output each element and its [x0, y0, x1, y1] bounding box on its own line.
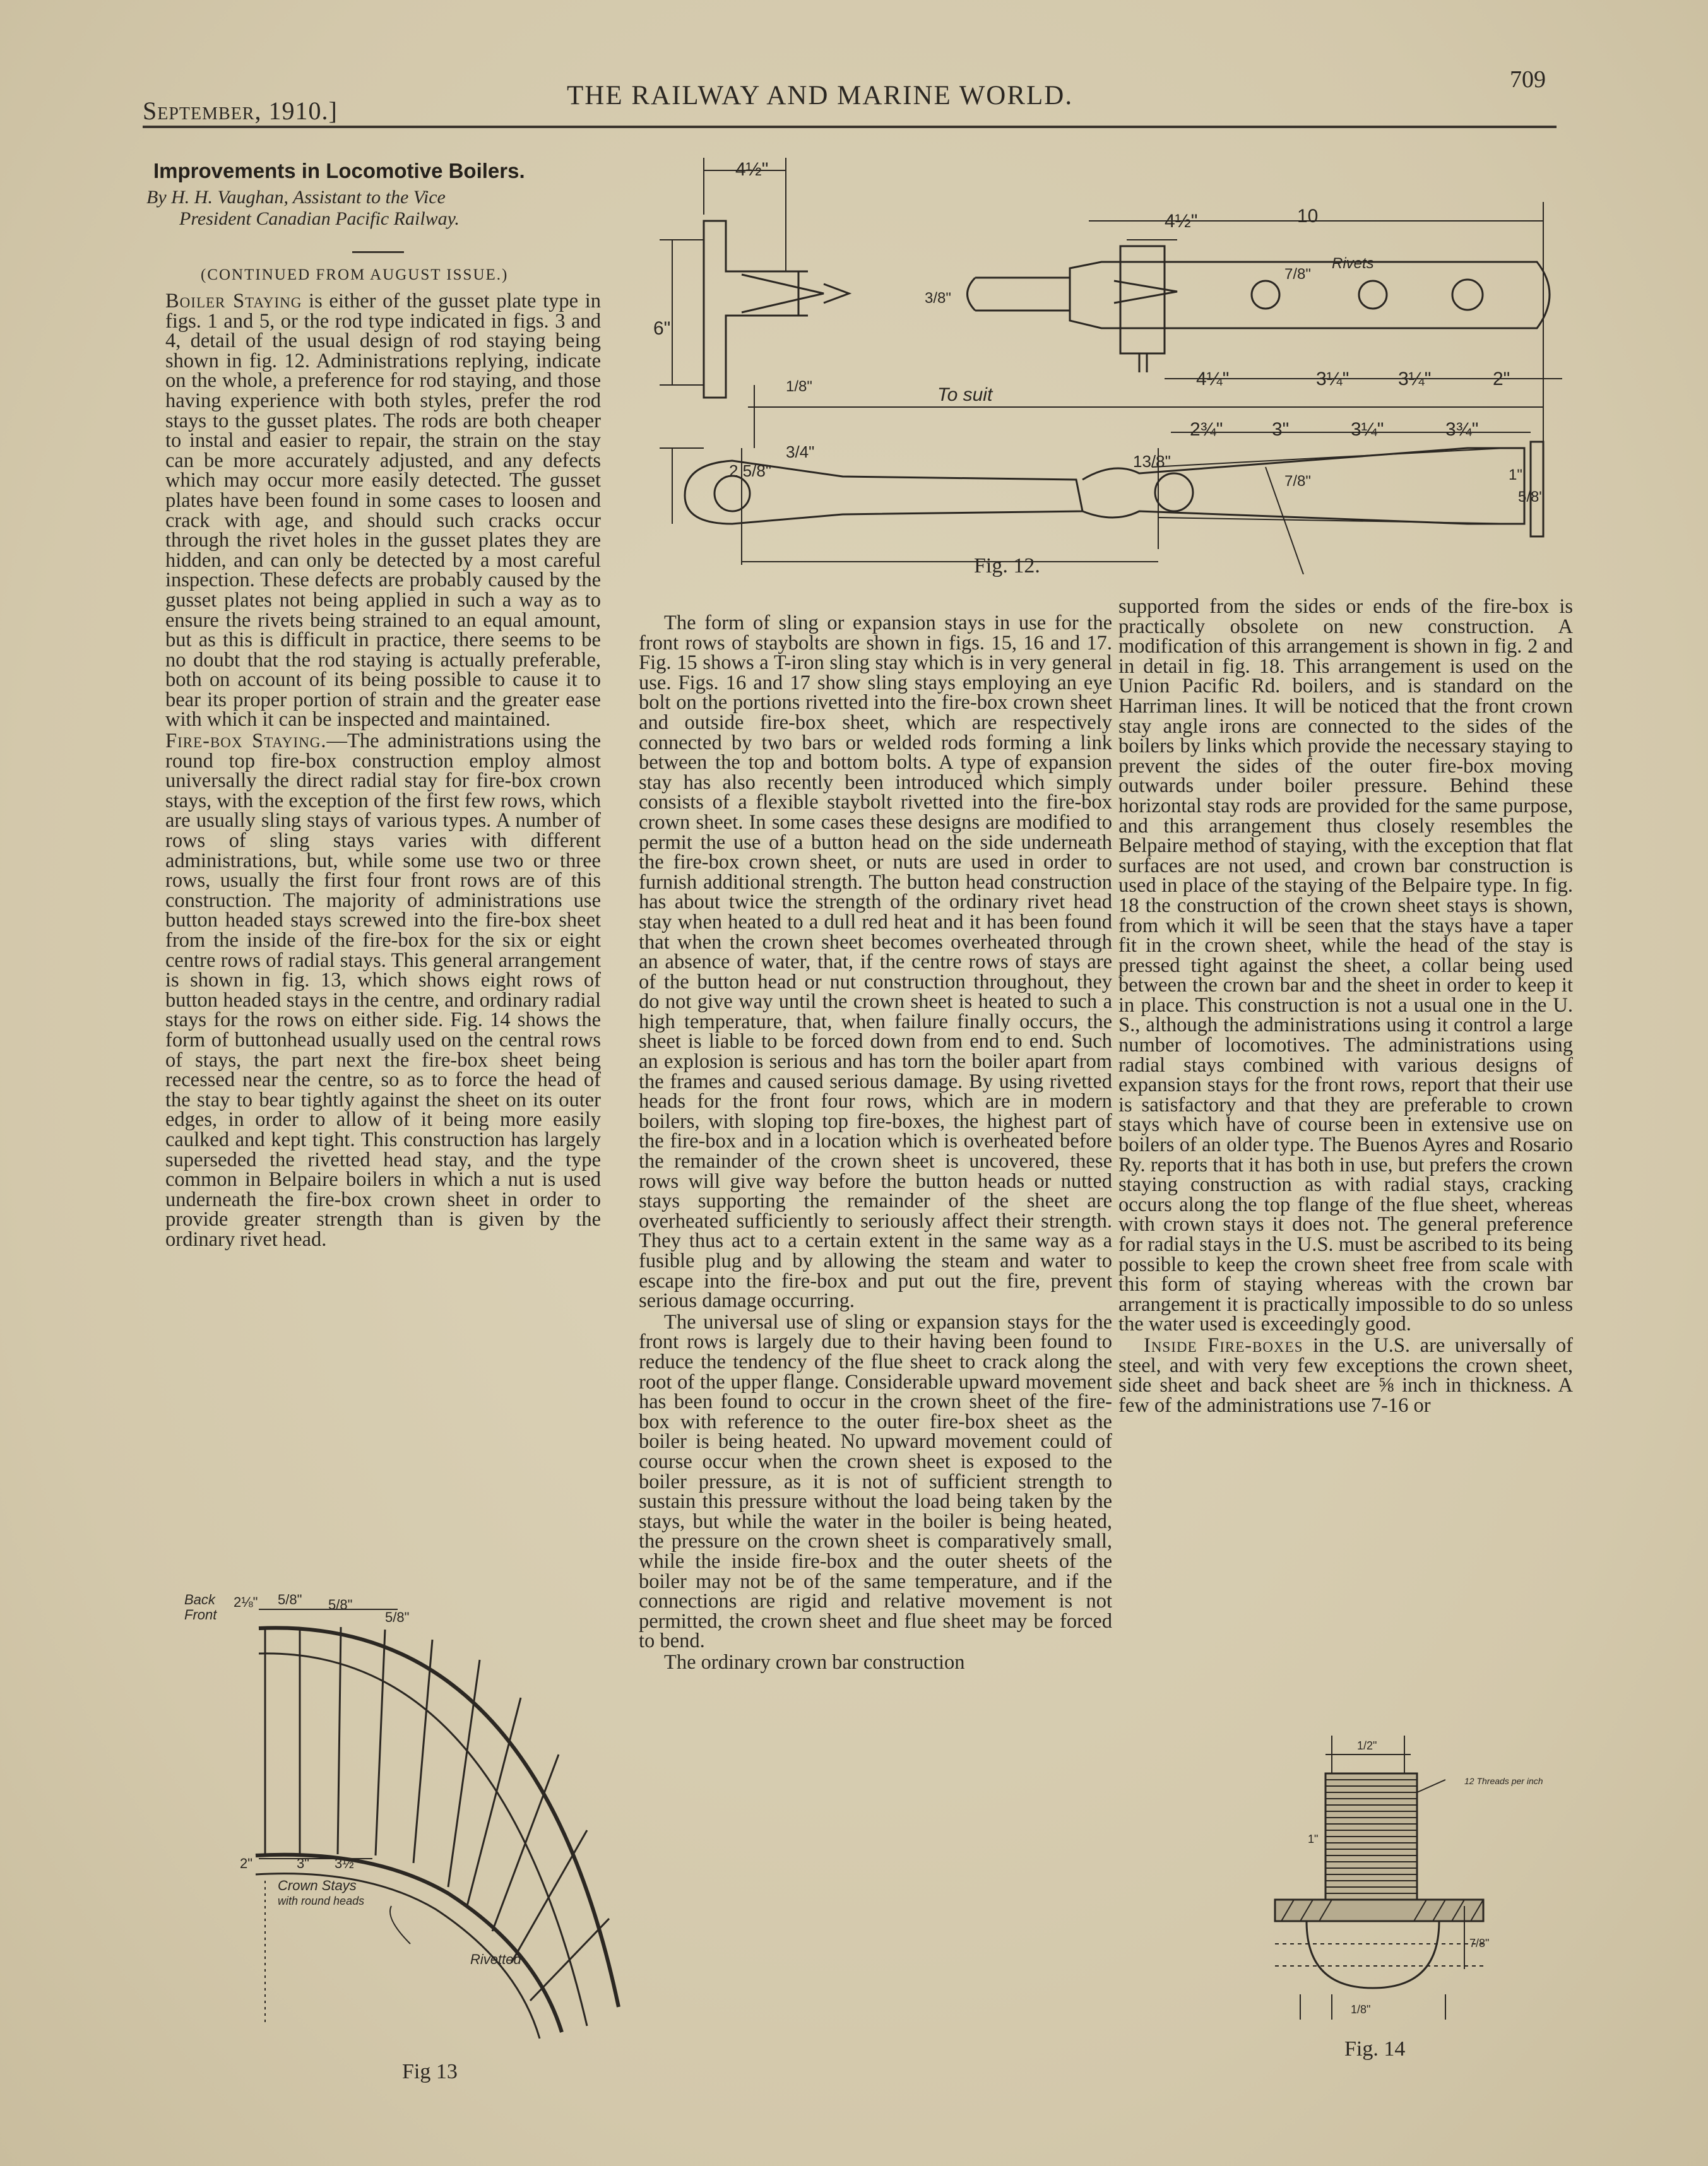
fig13-label-front: Front: [184, 1607, 217, 1623]
fig12-dim-f: 3": [1272, 419, 1290, 440]
col2-paragraph-1: The form of sling or expansion stays in use for the front rows of staybolts are shown in figs. 15, 16 and 17. Fig. 15 shows a T-iron sling stay which is in very general use. Figs. 16 and 17 show sling stays employing an eye bolt on the portions rivetted into the fire-box crown sheet and outside fire-box sheet, which are respectively connected by two bars or welded rods forming a link between the top and bottom bolts. A type of expansion stay has also recently been introduced which simply consists of a flexible staybolt rivetted into the fire-box crown sheet. In some cases these designs are modified to permit the use of a button head on the side underneath the fire-box crown sheet, or nuts are used in order to furnish additional strength. The button head construction has about twice the strength of the ordinary rivet head stay when heated to a dull red heat and it has been found that when the crown sheet becomes overheated through an absence of water, that, if the centre rows of stays are of the button head or nut construction throughout, they do not give way until the crown sheet is heated to such a high temperature, that, when failure finally occurs, the sheet is liable to be forced down from end to end. Such an explosion is serious and has torn the boiler apart from the frames and caused serious damage. By using rivetted heads for the front four rows, which are in modern boilers, with sloping top fire-boxes, the highest part of the fire-box and in a location which is overheated before the remainder of the crown sheet is uncovered, these rows will give way before the button heads or nutted stays supporting the remainder of the sheet are overheated sufficiently to seriously affect their strength. They thus act to a certain extent in the same way as a fusible plug and by allowing the steam and water to escape into the fire-box and put out the fire, prevent serious damage occurring.: [639, 613, 1112, 1313]
fig12-dim-c: 3¼": [1398, 369, 1432, 389]
fig14-dim-d: 1/8": [1351, 2003, 1371, 2016]
column-2: [639, 613, 1112, 2084]
boiler-staying-heading: Boiler Staying: [165, 292, 302, 312]
fig12-dim-six: 6": [653, 318, 671, 339]
fig13-dim-b: 5/8": [278, 1592, 302, 1607]
fig-14-diagram: [1256, 1717, 1572, 2032]
fig13-dim-c: 5/8": [328, 1597, 353, 1613]
fig-12-caption: Fig. 12.: [974, 554, 1040, 577]
fig12-dim-j: 1/8": [786, 378, 812, 395]
fig12-dim-p: 5/8": [1518, 488, 1545, 506]
fig12-dim-ten: 10: [1297, 206, 1319, 227]
boiler-staying-paragraph: [165, 292, 601, 730]
fig13-label-round-heads: with round heads: [278, 1895, 365, 1907]
fig12-dim-o: 1": [1509, 466, 1522, 483]
fig14-dim-a: 1/2": [1357, 1739, 1377, 1752]
fig12-label-rivets: Rivets: [1332, 255, 1374, 272]
fig12-dim-l: 3/4": [786, 442, 815, 461]
header-rule: [143, 126, 1557, 128]
col2-paragraph-2: The universal use of sling or expansion stays for the front rows is largely due to their having been found to reduce the tendency of the flue sheet to crack along the root of the upper flange. Considerable upward movement has been found to occur in the crown sheet of the fire-box with reference to the outer fire-box sheet as the boiler is being heated. No upward movement could of course occur when the crown sheet is exposed to the boiler pressure, as it is not of sufficient strength to sustain this pressure without the load being taken by the stays, but while the water in the boiler is being heated, the pressure on the crown sheet is comparatively small, while the inside fire-box and the outer sheets of the boiler may not be of the same temperature, and if the connections are rigid and relative movement is not permitted, the crown sheet and flue sheet may be forced to bend.: [639, 1310, 1112, 1653]
fig-13-caption: Fig 13: [402, 2060, 458, 2083]
col3-paragraph-2: [1118, 1336, 1573, 1416]
page-number: 709: [1510, 66, 1546, 93]
fig13-label-crown-stays: Crown Stays: [278, 1878, 357, 1893]
firebox-staying-text: —The administrations using the round top fire-box construction employ almost universally the direct radial stay for fire-box crown stays, with the exception of the first few rows, which are usually sling stays of various types. A number of rows of sling stays varies with different administrations, but, while some use two or three rows, usually the first four front rows are of this construction. The majority of administrations use button headed stays screwed into the fire-box sheet from the inside of the fire-box for the six or eight centre rows of radial stays. This general arrangement is shown in fig. 13, which shows eight rows of button headed stays in the centre, and ordinary radial stays for the rows on either side. Fig. 14 shows the form of buttonhead usually used on the central rows of stays, the part next the fire-box sheet being recessed near the centre, so as to force the head of the stay to bear tightly against the sheet on its outer edges, in order to allow of it being more easily caulked and kept tight. This construction has largely superseded the rivetted head stay, and the type common in Belpaire boilers in which a nut is used underneath the fire-box crown sheet in order to provide greater strength than is given by the ordinary rivet head.: [165, 730, 601, 1251]
fig13-dim-g: 3½": [335, 1855, 359, 1871]
byline-line-2: President Canadian Pacific Railway.: [179, 208, 460, 229]
fig13-dim-d: 5/8": [385, 1609, 410, 1625]
fig12-dim-d: 2": [1493, 369, 1510, 389]
fig12-dim-m: 13/8": [1133, 452, 1171, 471]
column-1: [165, 292, 601, 1566]
fig14-dim-c: 7/8": [1469, 1937, 1490, 1950]
firebox-staying-heading: Fire-box Staying.: [165, 730, 327, 753]
fig12-dim-top-mid: 4½": [1165, 211, 1198, 232]
fig12-dim-a: 4¼": [1196, 369, 1230, 389]
fig13-dim-a: 2⅛": [234, 1594, 258, 1610]
fig13-label-rivetted: Rivetted: [470, 1951, 521, 1967]
article-title: Improvements in Locomotive Boilers.: [153, 159, 525, 182]
fig12-dim-g: 3¼": [1351, 419, 1384, 440]
fig13-dim-f: 3": [297, 1855, 310, 1871]
fig12-dim-rivet-size: 7/8": [1284, 266, 1311, 283]
boiler-staying-text: is either of the gusset plate type in figs. 1 and 5, or the rod type indicated in figs. 3 and 4, detail of the usual design of rod staying being shown in fig. 12. Administrations replying, indicate on the whole, a preference for rod staying, and those having experience with both styles, prefer the rod stays to the gusset plates. The rods are both cheaper to instal and easier to repair, the strain on the stay can be more accurately adjusted, and any defects which may occur more easily detected. The gusset plates have been found in some cases to loosen and crack with age, and should such cracks occur through the rivet holes in the gusset plates they are hidden, and can only be detected by a most careful inspection. These defects are probably caused by the gusset plates not being applied in such a way as to ensure the rivets being strained to an equal amount, but as this is difficult in practice, there seems to be no doubt that the rod staying is actually preferable, both on account of its being possible to cause it to bear its proper portion of strain and the greater ease with which it can be inspected and maintained.: [165, 292, 601, 731]
fig12-dim-i: 3/8": [925, 290, 951, 307]
fig12-dim-k: 2 5/8": [729, 461, 772, 480]
col3-paragraph-1: supported from the sides or ends of the fire-box is practically obsolete on new construction. A modification of this arrangement is shown in fig. 2 and in detail in fig. 18. This arrangement is used on the Union Pacific Rd. boilers, and is standard on the Harriman lines. It will be noticed that the front crown stay angle irons are connected to the sides of the boilers by links which provide the necessary staying to prevent the sides of the outer fire-box moving outwards under boiler pressure. Behind these horizontal stay rods are provided for the same purpose, and this arrangement thus closely resembles the Belpaire method of staying, with the exception that flat surfaces are not used, and crown bar construction is used in place of the staying of the Belpaire type. In fig. 18 the construction of the crown sheet stays is shown, from which it will be seen that the stays have a taper fit in the crown sheet, while the head of the stay is pressed tight against the sheet, a collar being used between the crown bar and the sheet in order to keep it in place. This construction is not a usual one in the U. S., although the administrations using it control a large number of locomotives. The administrations using radial stays combined with various designs of expansion stays for the front rows, report that their use is satisfactory and that they are preferable to crown stays which have of course been in extensive use on boilers of an older type. The Buenos Ayres and Rosario Ry. reports that it has both in use, but prefers the crown staying construction as with radial stays, cracking occurs along the top flange of the flue sheet, whereas with crown stays it does not. The general preference for radial stays in the U.S. must be ascribed to its being possible to keep the crown sheet free from scale with this form of staying whereas with the crown bar arrangement it is practically impossible to do so unless the water used is exceedingly good.: [1118, 597, 1573, 1336]
fig14-dim-b: 1": [1308, 1833, 1319, 1845]
byline-rule: [352, 251, 404, 253]
fig-13-diagram: [183, 1590, 638, 2045]
byline: [146, 187, 601, 230]
inside-fireboxes-text: in the U.S. are universally of steel, and with very few exceptions the crown sheet, side sheet and back sheet are ⅝ inch in thickness. A few of the administrations use 7-16 or: [1118, 1334, 1573, 1417]
fig13-dim-e: 2": [240, 1855, 253, 1871]
fig14-label-threads: 12 Threads per inch: [1464, 1776, 1543, 1786]
fig12-dim-n: 7/8": [1284, 473, 1311, 490]
fig13-label-back: Back: [184, 1592, 215, 1607]
fig-12-diagram: [634, 145, 1562, 574]
col2-paragraph-3: The ordinary crown bar construction: [664, 1650, 965, 1674]
fig-14-caption: Fig. 14: [1344, 2037, 1406, 2061]
issue-date: September, 1910.]: [143, 97, 338, 125]
fig12-label-to-suit: To suit: [937, 384, 993, 405]
fig12-dim-e: 2¾": [1190, 419, 1223, 440]
fig12-dim-top-left: 4½": [735, 159, 769, 180]
journal-title: THE RAILWAY AND MARINE WORLD.: [567, 81, 1074, 110]
continued-note: (CONTINUED FROM AUGUST ISSUE.): [201, 266, 509, 283]
firebox-staying-paragraph: [165, 731, 601, 1250]
fig12-dim-h: 3¾": [1445, 419, 1479, 440]
byline-line-1: By H. H. Vaughan, Assistant to the Vice: [146, 187, 446, 208]
column-3: [1118, 597, 1573, 1689]
fig12-dim-b: 3¼": [1316, 369, 1349, 389]
inside-fireboxes-heading: Inside Fire-boxes: [1144, 1334, 1303, 1357]
